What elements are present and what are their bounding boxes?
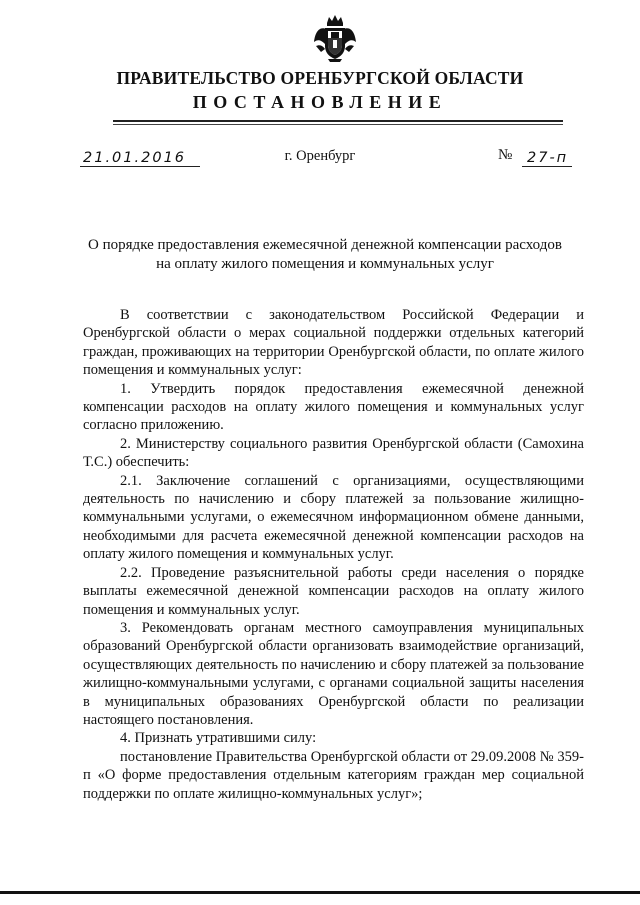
document-type-heading: ПОСТАНОВЛЕНИЕ xyxy=(192,92,448,112)
page-bottom-border xyxy=(0,891,640,894)
body-paragraph-item-1: 1. Утвердить порядок предоставления ежемесячной денежной компенсации расходов на оплату жилого помещения и коммунальных услуг согласно приложению. xyxy=(83,380,584,434)
decree-number: 27-п xyxy=(527,150,569,166)
number-prefix: № xyxy=(498,147,513,163)
decree-city: г. Оренбург xyxy=(284,148,356,164)
orenburg-coat-of-arms-icon xyxy=(312,14,358,62)
decree-date: 21.01.2016 xyxy=(83,150,187,166)
body-paragraph-item-2-2: 2.2. Проведение разъяснительной работы среди населения о порядке выплаты ежемесячной денежной компенсации расходов на оплату жилого помещения и коммунальных услуг. xyxy=(83,564,584,618)
body-paragraph-item-4: 4. Признать утратившими силу: xyxy=(120,730,317,747)
decree-body xyxy=(83,306,584,803)
government-title: ПРАВИТЕЛЬСТВО ОРЕНБУРГСКОЙ ОБЛАСТИ xyxy=(116,68,524,88)
number-underline xyxy=(522,166,572,167)
body-paragraph-preamble: В соответствии с законодательством Российской Федерации и Оренбургской области о мерах социальной поддержки отдельных категорий граждан, проживающих на территории Оренбургской области, по оплате жилого помещения и коммунальных услуг: xyxy=(83,307,584,379)
header-divider xyxy=(113,120,563,122)
body-paragraph-repealed-act: постановление Правительства Оренбургской области от 29.09.2008 № 359-п «О форме предоставления отдельным категориям граждан мер социальной поддержки по оплате жилищно-коммунальных услуг»; xyxy=(83,748,584,802)
body-paragraph-item-3: 3. Рекомендовать органам местного самоуправления муниципальных образований Оренбургской области организовать взаимодействие организаций, осуществляющих деятельность по начислению и сбору платежей за пользование жилищно-коммунальными услугами, с органами социальной защиты населения в муниципальных образованиях Оренбургской области по реализации настоящего постановления. xyxy=(83,619,584,728)
body-paragraph-item-2: 2. Министерству социального развития Оренбургской области (Самохина Т.С.) обеспечить: xyxy=(83,435,584,471)
date-underline xyxy=(80,166,200,167)
header-divider-thin xyxy=(113,124,563,125)
decree-subject: О порядке предоставления ежемесячной денежной компенсации расходов на оплату жилого помещения и коммунальных услуг xyxy=(88,237,562,272)
body-paragraph-item-2-1: 2.1. Заключение соглашений с организациями, осуществляющими деятельность по начислению и сбору платежей за пользование жилищно-коммунальными услугами, о ежемесячном информационном обмене данными, необходимыми для расчета ежемесячной денежной компенсации расходов на оплату жилого помещения и коммунальных услуг. xyxy=(83,472,584,563)
